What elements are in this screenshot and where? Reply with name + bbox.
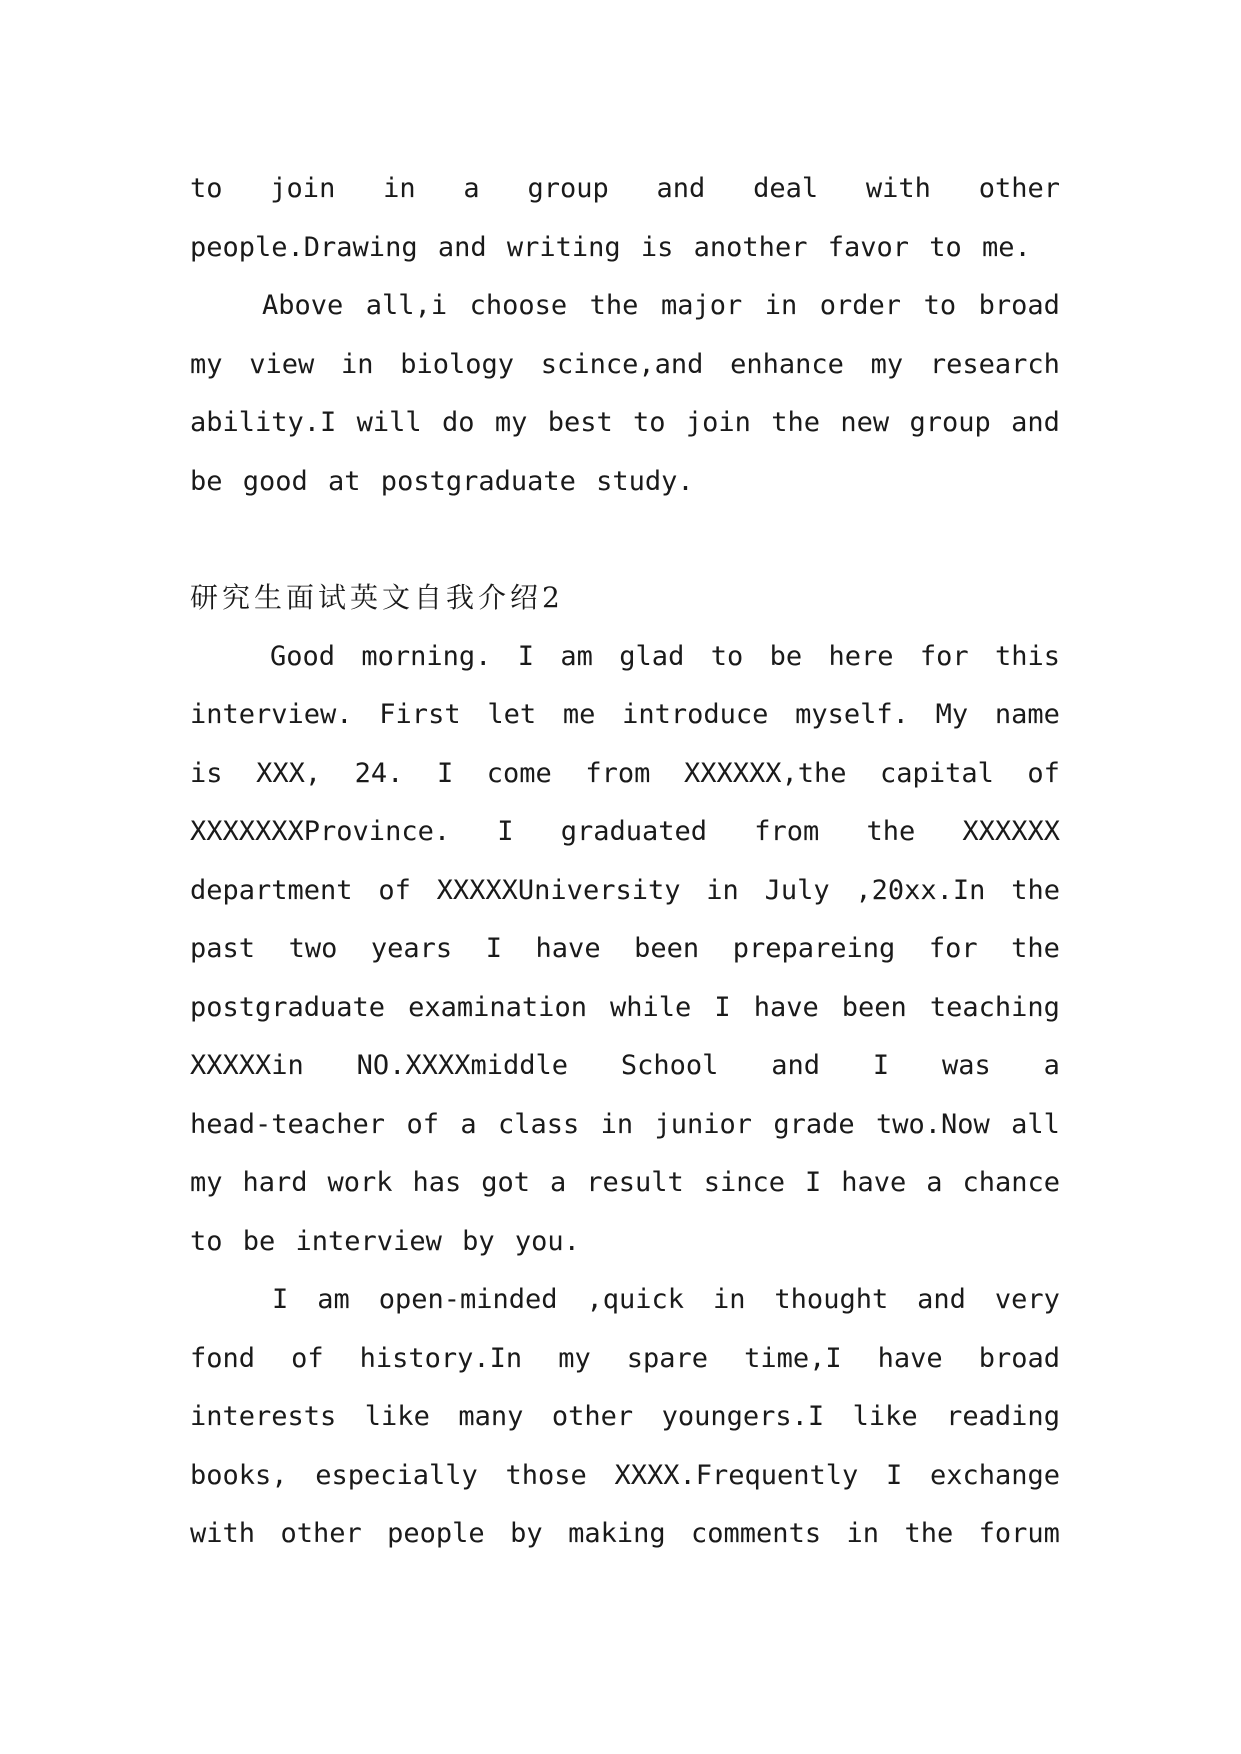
word: of (378, 874, 411, 906)
word: interview. (190, 699, 353, 730)
word: School (620, 1050, 719, 1081)
word: capital (880, 757, 994, 789)
word: group (527, 173, 609, 204)
word: me (562, 699, 596, 730)
word: those (505, 1459, 587, 1491)
word: the (866, 816, 916, 847)
word: research (929, 348, 1060, 380)
word: thought (774, 1284, 889, 1315)
word: the (771, 407, 821, 438)
word: Good (270, 640, 336, 672)
word: my (870, 348, 904, 380)
word: reading (946, 1401, 1060, 1432)
word: my (494, 407, 528, 438)
word: been (634, 933, 700, 964)
text-line (190, 160, 1060, 219)
word: hard (242, 1167, 308, 1198)
word: fond (190, 1342, 256, 1374)
word: in (706, 874, 739, 906)
text-line (190, 686, 1060, 745)
word: view (249, 348, 315, 380)
word: enhance (730, 348, 844, 380)
word: all (1011, 1108, 1060, 1140)
word: my (190, 1167, 223, 1198)
word: I (517, 640, 535, 672)
section-heading: 研究生面试英文自我介绍2 (190, 581, 564, 614)
text-line: people.Drawing and writing is another favor to me. (190, 231, 1031, 263)
word: in (846, 1518, 880, 1549)
word: have (753, 991, 819, 1023)
word: grade (773, 1108, 855, 1140)
word: 24. (354, 757, 404, 789)
word: prepareing (732, 933, 896, 964)
word: to (633, 407, 666, 438)
word: in (383, 173, 416, 204)
word: and (1011, 407, 1060, 438)
word: biology (400, 348, 515, 380)
word: come (486, 757, 552, 789)
word: is (190, 757, 223, 789)
text-line (190, 1330, 1060, 1389)
word: from (585, 757, 651, 789)
word: from (754, 816, 820, 847)
word: in (712, 1284, 746, 1315)
word: youngers.I (661, 1401, 825, 1432)
word: ,quick (586, 1284, 684, 1315)
word: XXXXXin (190, 1050, 304, 1081)
word: work (327, 1167, 393, 1198)
word: First (379, 699, 461, 730)
word: morning. (361, 640, 492, 672)
word: myself. (795, 699, 909, 730)
word: XXXX.Frequently (614, 1459, 859, 1491)
word: especially (315, 1459, 478, 1491)
word: I (272, 1284, 289, 1315)
text-line (190, 1154, 1060, 1213)
word: examination (408, 991, 587, 1023)
word: two.Now (876, 1108, 990, 1140)
word: a (1043, 1050, 1060, 1081)
word: in (600, 1108, 634, 1140)
word: XXXXXXXProvince. (190, 816, 451, 847)
word: My (935, 699, 969, 730)
text-line (190, 803, 1060, 862)
word: I (885, 1459, 903, 1491)
text-line (190, 1388, 1060, 1447)
word: have (841, 1167, 907, 1198)
word: my (558, 1342, 591, 1374)
word: chance (962, 1167, 1060, 1198)
word: comments (691, 1518, 822, 1549)
word: group (909, 407, 991, 438)
word: got (481, 1167, 531, 1198)
word: to (710, 640, 744, 672)
word: very (994, 1284, 1060, 1315)
word: and (917, 1284, 966, 1315)
word: new (840, 407, 890, 438)
text-line (190, 628, 1060, 687)
word: many (458, 1401, 524, 1432)
word: XXXXXX (962, 816, 1060, 847)
word: let (487, 699, 537, 730)
word: join (685, 407, 751, 438)
word: for (928, 933, 978, 964)
word: has (412, 1167, 462, 1198)
word: interests (190, 1401, 337, 1432)
word: the (589, 290, 639, 321)
word: a (460, 1108, 477, 1140)
word: be (769, 640, 803, 672)
word: July (764, 874, 830, 906)
word: head-teacher (190, 1108, 386, 1140)
word: years (370, 933, 453, 964)
word: am (317, 1284, 350, 1315)
word: other (280, 1518, 362, 1549)
text-line (190, 979, 1060, 1038)
word: name (994, 699, 1060, 730)
word: teaching (929, 991, 1060, 1023)
word: the (1011, 874, 1060, 906)
word: I (485, 933, 502, 964)
word: to (190, 173, 223, 204)
word: broad (978, 1342, 1060, 1374)
paragraph-gap (190, 511, 1060, 569)
word: choose (469, 290, 568, 321)
word: a (463, 173, 480, 204)
word: of (406, 1108, 439, 1140)
word: all,i (365, 290, 448, 321)
word: was (942, 1050, 991, 1081)
word: major (660, 290, 743, 321)
word: graduated (560, 816, 708, 847)
word: to (923, 290, 957, 321)
word: I (497, 816, 514, 847)
text-line (190, 1271, 1060, 1330)
word: this (994, 640, 1060, 672)
word: have (877, 1342, 943, 1374)
word: with (190, 1518, 256, 1549)
word: like (364, 1401, 430, 1432)
word: department (190, 874, 353, 906)
text-line (190, 277, 1060, 336)
word: ,20xx.In (855, 874, 986, 906)
word: am (560, 640, 593, 672)
word: other (551, 1401, 634, 1432)
word: I (872, 1050, 890, 1081)
word: in (764, 290, 798, 321)
word: scince,and (540, 348, 704, 380)
word: of (291, 1342, 324, 1374)
word: will (356, 407, 422, 438)
word: I (714, 991, 731, 1023)
word: other (978, 173, 1060, 204)
word: glad (619, 640, 685, 672)
word: join (270, 173, 336, 204)
word: introduce (622, 699, 769, 730)
word: making (568, 1518, 666, 1549)
text-line (190, 1037, 1060, 1096)
text-line: to be interview by you. (190, 1225, 580, 1257)
word: best (547, 407, 613, 438)
word: broad (978, 290, 1060, 321)
text-line (190, 745, 1060, 804)
word: junior (654, 1108, 752, 1140)
word: XXX, (256, 757, 322, 789)
text-line (190, 336, 1060, 395)
word: while (610, 991, 692, 1023)
text-line (190, 1096, 1060, 1155)
word: a (549, 1167, 567, 1198)
word: the (904, 1518, 954, 1549)
word: do (442, 407, 475, 438)
word: exchange (929, 1459, 1060, 1491)
word: NO.XXXXmiddle (356, 1050, 568, 1081)
word: been (841, 991, 907, 1023)
word: XXXXXX,the (683, 757, 847, 789)
word: here (828, 640, 894, 672)
text-line (190, 1447, 1060, 1506)
text-line (190, 1505, 1060, 1564)
word: a (926, 1167, 943, 1198)
word: ability.I (190, 407, 337, 438)
word: deal (753, 173, 819, 204)
word: postgraduate (190, 991, 386, 1023)
word: open-minded (378, 1284, 558, 1315)
word: history.In (359, 1342, 523, 1374)
word: result (586, 1167, 684, 1198)
word: like (852, 1401, 918, 1432)
word: with (865, 173, 931, 204)
word: my (190, 348, 223, 380)
word: people (387, 1518, 485, 1549)
word: and (771, 1050, 821, 1081)
word: I (804, 1167, 822, 1198)
word: forum (978, 1518, 1060, 1549)
word: in (341, 348, 374, 380)
word: by (510, 1518, 543, 1549)
text-line: be good at postgraduate study. (190, 465, 694, 497)
word: Above (262, 290, 344, 321)
word: for (919, 640, 969, 672)
word: spare (626, 1342, 709, 1374)
word: books, (190, 1459, 288, 1491)
word: I (436, 757, 454, 789)
word: since (703, 1167, 786, 1198)
word: time,I (744, 1342, 842, 1374)
word: past (190, 933, 256, 964)
text-line (190, 394, 1060, 453)
text-line (190, 862, 1060, 921)
word: class (497, 1108, 580, 1140)
text-line (190, 920, 1060, 979)
word: the (1011, 933, 1060, 964)
word: two (288, 933, 338, 964)
document-body (190, 160, 1060, 1564)
word: have (535, 933, 601, 964)
word: XXXXXUniversity (436, 874, 681, 906)
word: and (656, 173, 706, 204)
word: order (819, 290, 902, 321)
word: of (1027, 757, 1060, 789)
